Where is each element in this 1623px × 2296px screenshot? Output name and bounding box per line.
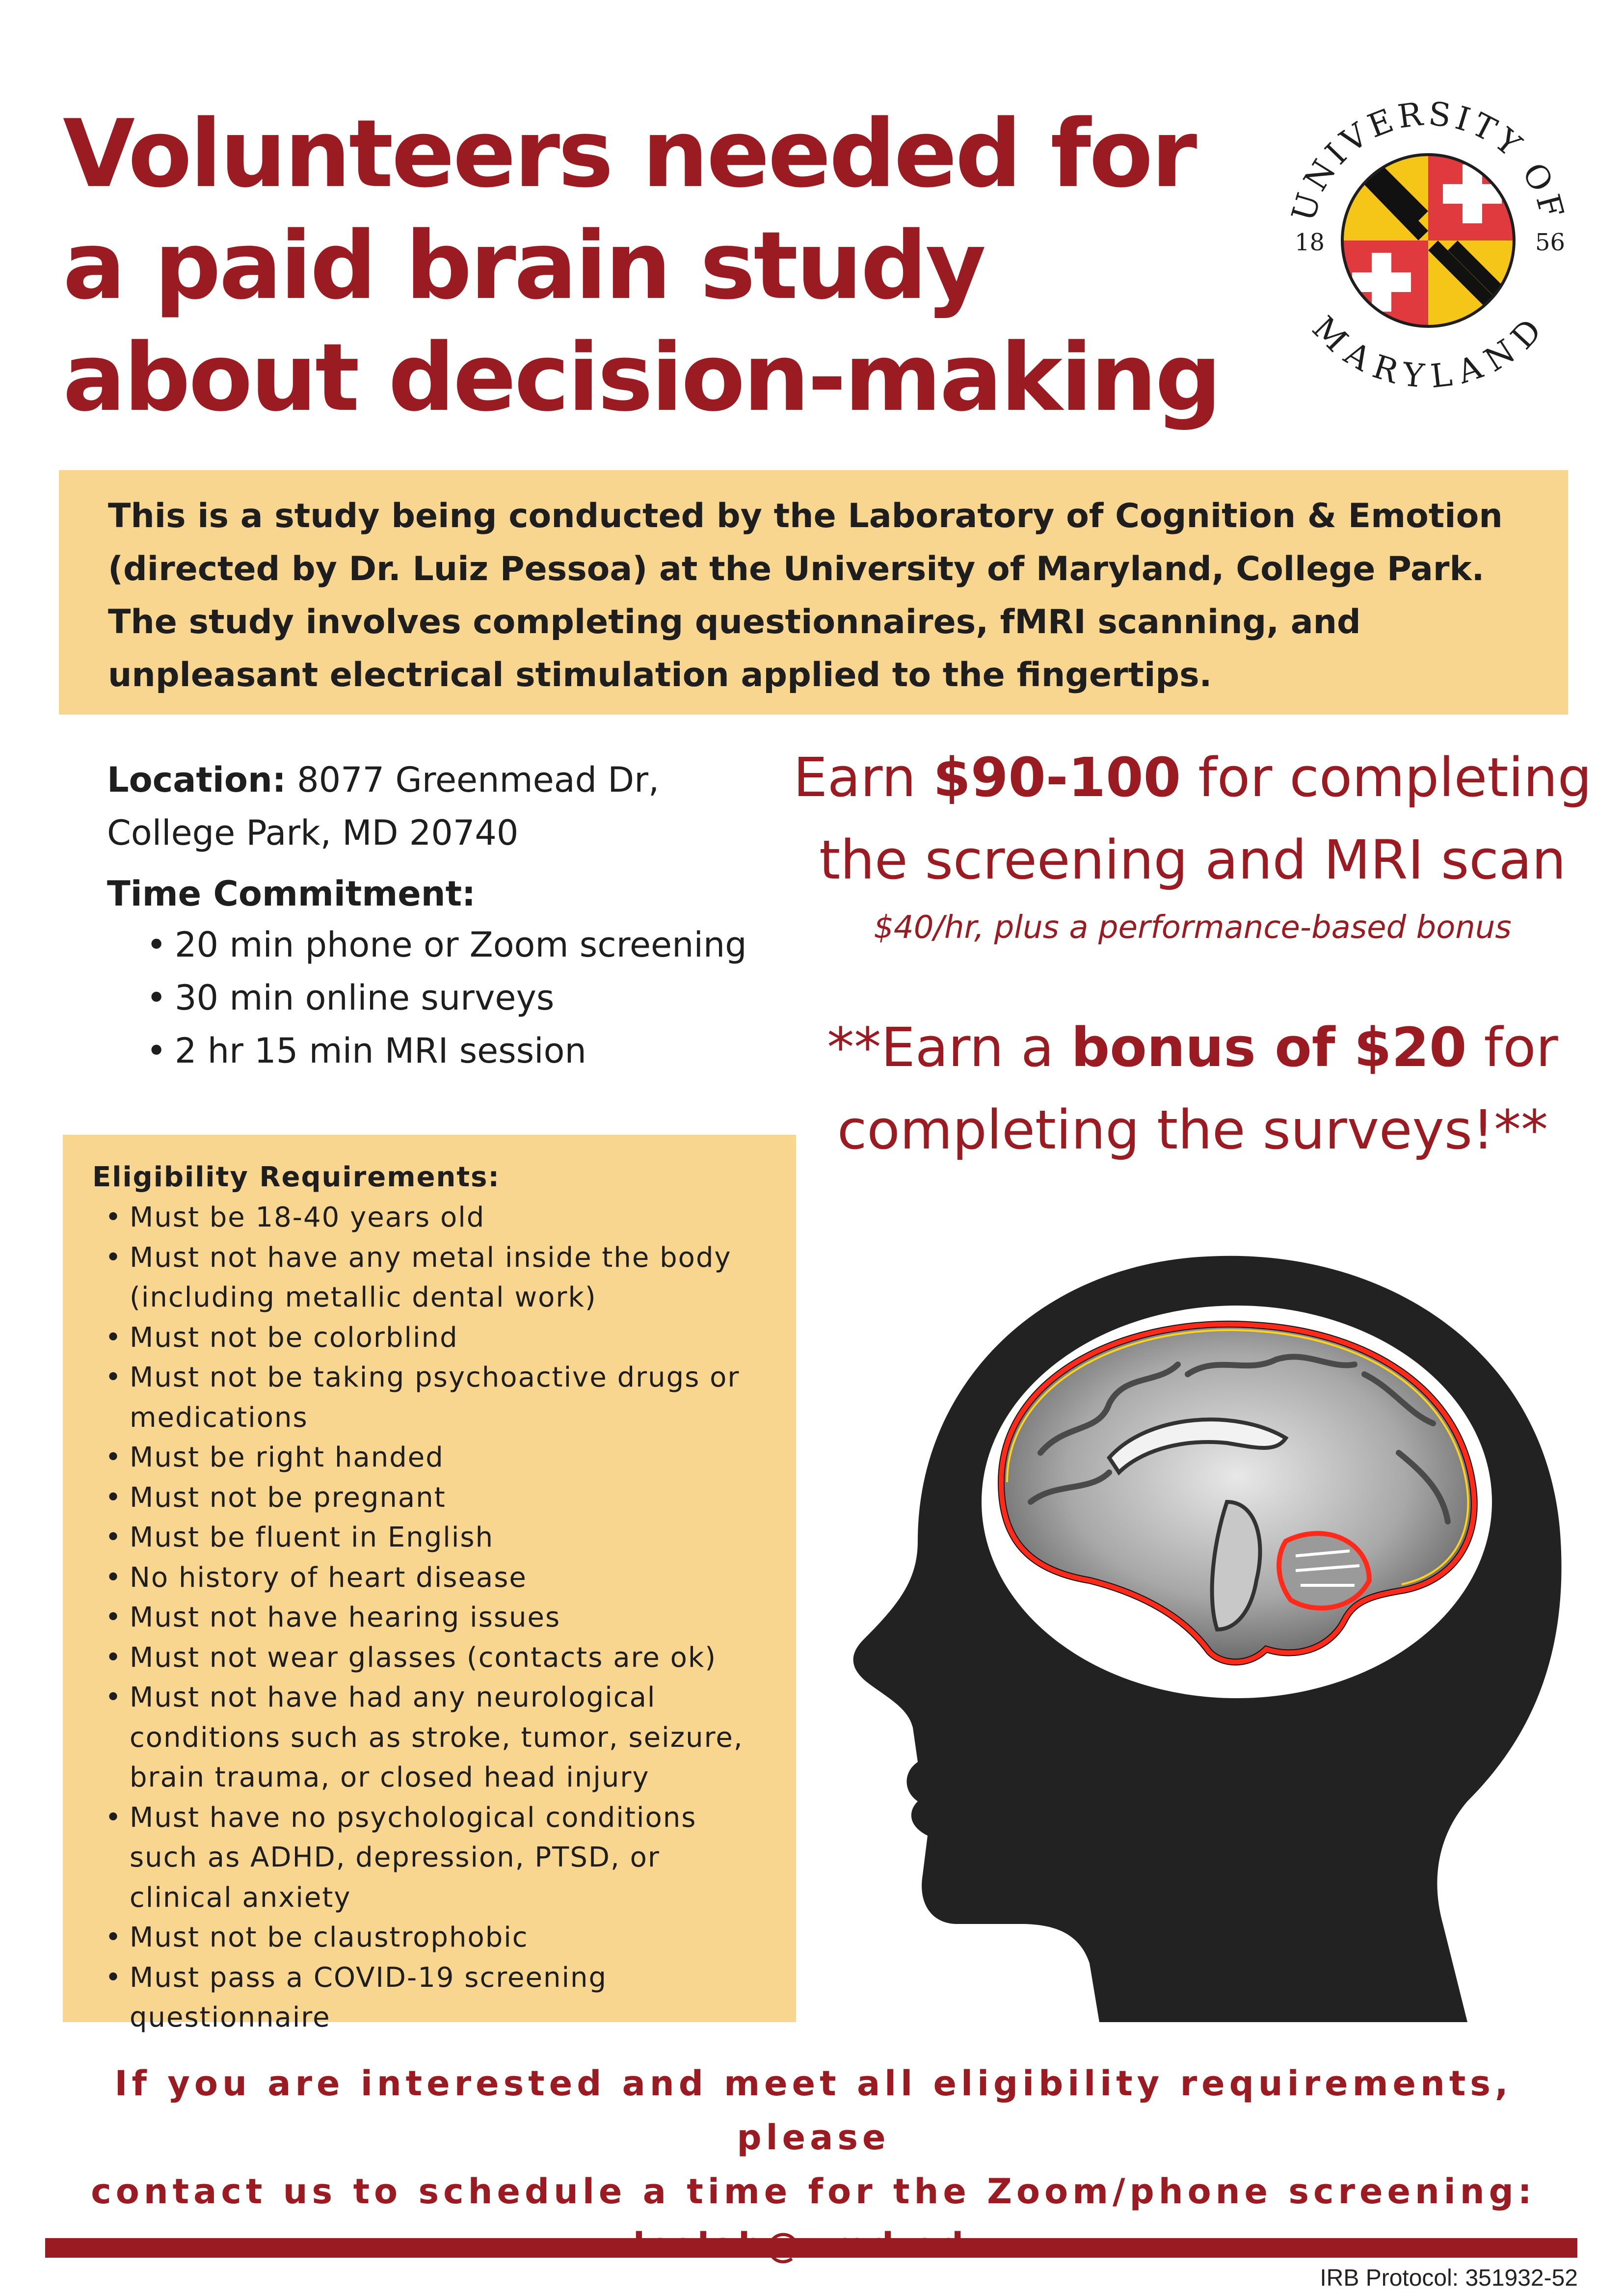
bonus-text: **Earn a: [827, 1016, 1071, 1079]
location-label: Location:: [107, 760, 286, 800]
compensation-line-1: [766, 736, 1620, 819]
location-line-2: College Park, MD 20740: [107, 813, 519, 853]
seal-year-left: 18: [1295, 229, 1325, 256]
study-description-panel: [59, 470, 1568, 715]
headline-line-3: about decision-making: [63, 323, 1220, 432]
study-description: This is a study being conducted by the Laboratory of Cognition & Emotion (directed by Dr. Luiz Pessoa) at the University of Maryland, College Park. The study involves completing questionnaires, fMRI scanning, and unpleasant electrical stimulation applied to the fingertips.: [108, 497, 1503, 694]
list-item: • No history of heart disease: [92, 1558, 767, 1598]
headline-line-2: a paid brain study: [63, 212, 984, 320]
study-details: [107, 753, 794, 1077]
hourly-rate: $40/hr, plus a performance-based bonus: [874, 909, 1512, 946]
list-item: • Must not wear glasses (contacts are ok): [92, 1638, 767, 1678]
time-commitment-list: [146, 918, 794, 1077]
eligibility-panel: [63, 1135, 796, 2033]
footer-divider: [45, 2238, 1577, 2258]
irb-protocol: IRB Protocol: 351932-52: [1320, 2265, 1578, 2291]
seal-year-right: 56: [1535, 229, 1566, 256]
seal-top-text: UNIVERSITY OF: [1284, 94, 1572, 226]
list-item: • Must not have hearing issues: [92, 1598, 767, 1638]
university-of-maryland-seal-icon: [1266, 79, 1590, 402]
list-item: • 20 min phone or Zoom screening: [146, 918, 794, 971]
list-item: • Must be right handed: [92, 1438, 767, 1478]
compensation-amount: $90-100: [933, 746, 1181, 809]
bonus-line-1: [766, 1006, 1620, 1089]
list-item: • Must be 18-40 years old: [92, 1198, 767, 1238]
compensation-section: [766, 736, 1620, 1171]
seal-bottom-text: MARYLAND: [1304, 309, 1552, 396]
list-item: • Must not have any metal inside the body (including metallic dental work): [92, 1238, 767, 1318]
list-item: • Must not be colorblind: [92, 1318, 767, 1358]
headline-line-1: Volunteers needed for: [63, 100, 1196, 208]
location: [107, 753, 794, 806]
list-item: • Must pass a COVID-19 screening questionnaire: [92, 1958, 767, 2038]
list-item: • Must not be pregnant: [92, 1478, 767, 1518]
list-item: • Must have no psychological conditions such as ADHD, depression, PTSD, or clinical anxiety: [92, 1798, 767, 1918]
location-line-1: 8077 Greenmead Dr,: [297, 760, 660, 800]
list-item: • Must not be taking psychoactive drugs or medications: [92, 1358, 767, 1438]
compensation-line-2: the screening and MRI scan: [819, 828, 1566, 891]
eligibility-title: Eligibility Requirements:: [92, 1161, 500, 1193]
list-item: • Must be fluent in English: [92, 1518, 767, 1558]
eligibility-list: [92, 1198, 767, 2038]
list-item: • 30 min online surveys: [146, 971, 794, 1024]
cta-line-1: If you are interested and meet all eligibility requirements, please: [114, 2063, 1513, 2158]
list-item: • 2 hr 15 min MRI session: [146, 1024, 794, 1077]
head-brain-mri-icon: [834, 1227, 1580, 2032]
compensation-text: for completing: [1181, 746, 1592, 809]
list-item: • Must not have had any neurological conditions such as stroke, tumor, seizure, brain trauma, or closed head injury: [92, 1678, 767, 1798]
list-item: • Must not be claustrophobic: [92, 1918, 767, 1958]
bonus-line-2: completing the surveys!**: [837, 1098, 1548, 1161]
compensation-text: Earn: [793, 746, 933, 809]
bonus-text: for: [1466, 1016, 1558, 1079]
time-commitment-label: Time Commitment:: [107, 874, 476, 914]
cta-line-2: contact us to schedule a time for the Zoom/phone screening:: [91, 2171, 1536, 2212]
bonus-amount: bonus of $20: [1071, 1016, 1467, 1079]
page-title: [63, 98, 1290, 434]
